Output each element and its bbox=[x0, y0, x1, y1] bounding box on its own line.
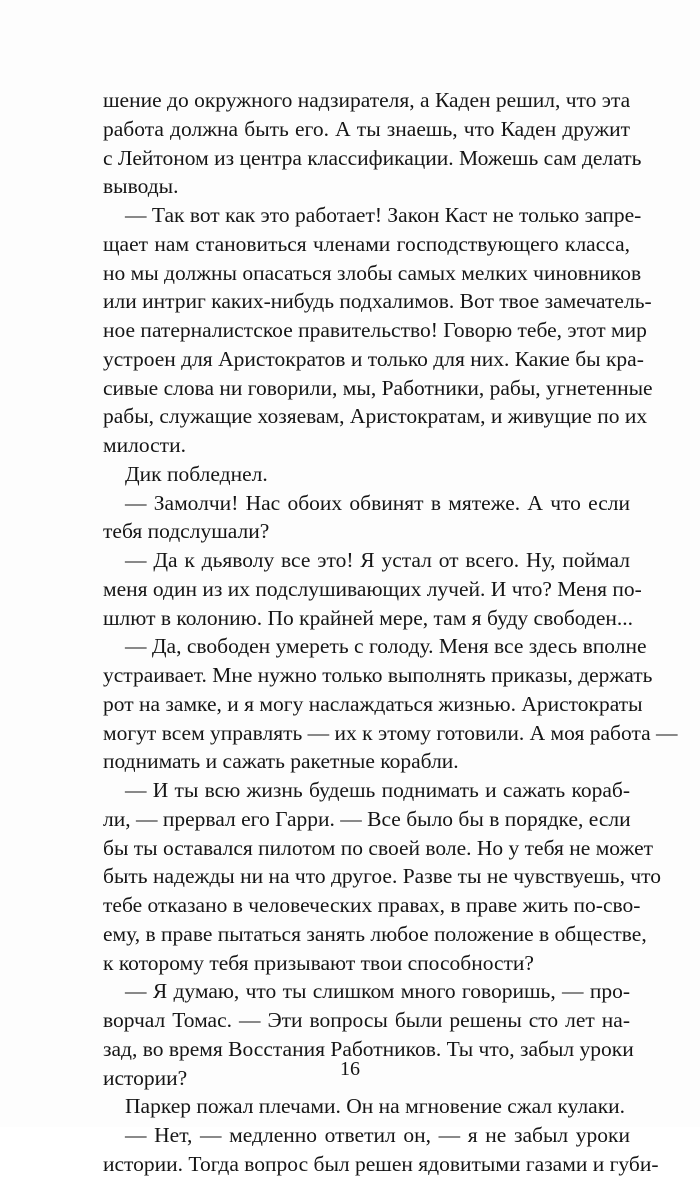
text-line: устраивает. Мне нужно только выполнять приказы, держать bbox=[103, 663, 653, 687]
text-line: рабы, служащие хозяевам, Аристократам, и живущие по их bbox=[103, 404, 648, 429]
text-line: ли, — прервал его Гарри. — Все было бы в порядке, если bbox=[103, 806, 631, 831]
text-line: шение до окружного надзирателя, а Каден решил, что эта bbox=[103, 88, 631, 112]
text-line: ное патерналистское правительство! Говорю тебе, этот мир bbox=[103, 318, 647, 342]
text-line: тебе отказано в человеческих правах, в праве жить по-сво- bbox=[103, 893, 641, 917]
text-line: к которому тебя призывают твои способности? bbox=[103, 950, 534, 975]
text-line: — И ты всю жизнь будешь поднимать и сажать кораб- bbox=[125, 778, 630, 802]
text-line: или интриг каких-нибудь подхалимов. Вот твое замечатель- bbox=[103, 289, 652, 314]
text-line: работа должна быть его. А ты знаешь, что Каден дружит bbox=[103, 116, 630, 141]
text-line: истории. Тогда вопрос был решен ядовитыми газами и губи- bbox=[103, 1151, 659, 1176]
text-line: зад, во время Восстания Работников. Ты что, забыл уроки bbox=[103, 1036, 634, 1061]
text-line: ему, в праве пытаться занять любое положение в обществе, bbox=[103, 921, 647, 946]
text-line: Дик побледнел. bbox=[125, 461, 268, 486]
text-line: устроен для Аристократов и только для них. Какие бы кра- bbox=[103, 346, 644, 371]
text-line: бы ты оставался пилотом по своей воле. Но у тебя не может bbox=[103, 835, 654, 860]
text-line: могут всем управлять — их к этому готовили. А моя работа — bbox=[103, 720, 678, 745]
text-line: — Замолчи! Нас обоих обвинят в мятеже. А что если bbox=[125, 490, 630, 515]
text-line: — Так вот как это работает! Закон Каст не только запре- bbox=[125, 203, 642, 227]
text-line: рот на замке, и я могу наслаждаться жизнью. Аристократы bbox=[103, 691, 643, 716]
text-line: — Я думаю, что ты слишком много говоришь, — про- bbox=[125, 979, 630, 1004]
text-line: щает нам становиться членами господствующего класса, bbox=[103, 231, 630, 256]
text-line: быть надежды ни на что другое. Разве ты не чувствуешь, что bbox=[103, 864, 662, 889]
text-line: Паркер пожал плечами. Он на мгновение сжал кулаки. bbox=[125, 1094, 626, 1119]
text-line: милости. bbox=[103, 433, 186, 457]
text-line: поднимать и сажать ракетные корабли. bbox=[103, 749, 459, 774]
text-line: — Да, свободен умереть с голоду. Меня все здесь вполне bbox=[125, 634, 647, 659]
text-line: меня один из их подслушивающих лучей. И что? Меня по- bbox=[103, 576, 642, 601]
text-line: ворчал Томас. — Эти вопросы были решены сто лет на- bbox=[103, 1008, 630, 1032]
text-line: — Да к дьяволу все это! Я устал от всего. Ну, поймал bbox=[125, 548, 630, 572]
page-number: 16 bbox=[340, 1058, 360, 1080]
text-line: тебя подслушали? bbox=[103, 519, 270, 544]
text-line: сивые слова ни говорили, мы, Работники, рабы, угнетенные bbox=[103, 375, 653, 400]
text-line: выводы. bbox=[103, 174, 179, 199]
text-line: истории? bbox=[103, 1065, 188, 1090]
text-line: но мы должны опасаться злобы самых мелких чиновников bbox=[103, 260, 642, 285]
text-line: с Лейтоном из центра классификации. Можешь сам делать bbox=[103, 145, 642, 170]
text-line: — Нет, — медленно ответил он, — я не забыл уроки bbox=[125, 1123, 630, 1147]
body-text bbox=[103, 86, 678, 1179]
text-line: шлют в колонию. По крайней мере, там я буду свободен... bbox=[103, 605, 634, 630]
